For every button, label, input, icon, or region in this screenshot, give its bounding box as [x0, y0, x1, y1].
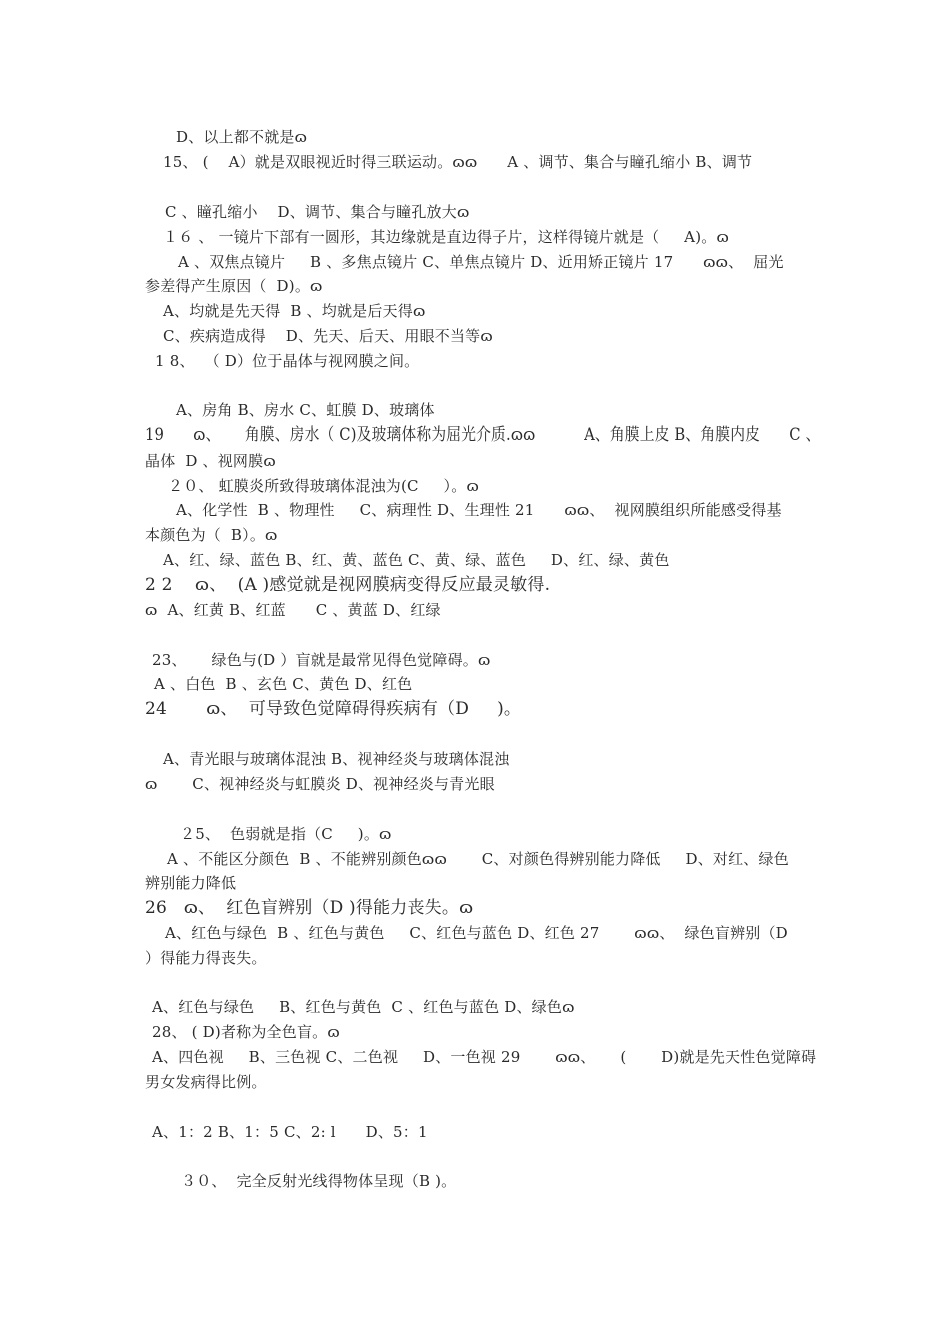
text-line: 参差得产生原因（ D)。ɷ: [145, 277, 323, 295]
text-line: A、房角 B、房水 C、虹膜 D、玻璃体: [176, 401, 435, 419]
text-line: 1 8、 （ D）位于晶体与视网膜之间。: [155, 352, 420, 370]
text-line: A 、不能区分颜色 B 、不能辨别颜色ɷɷ C、对颜色得辨别能力降低 D、对红、绿色: [167, 850, 789, 868]
text-line: 15、 ( A）就是双眼视近时得三联运动。ɷɷ A 、调节、集合与瞳孔缩小 B、调节: [163, 153, 753, 171]
text-line: ２5、 色弱就是指（C )。ɷ: [180, 825, 392, 843]
text-line: A、均就是先天得 B 、均就是后天得ɷ: [163, 302, 426, 320]
text-line: A、红色与绿色 B 、红色与黄色 C、红色与蓝色 D、红色 27 ɷɷ、 绿色盲辨别（D: [165, 924, 788, 942]
text-line: A、1：2 B、1：5 C、2: l D、5：1: [152, 1123, 428, 1141]
text-line: A、青光眼与玻璃体混浊 B、视神经炎与玻璃体混浊: [163, 750, 510, 768]
text-line: 19 ɷ、 角膜、房水（ C)及玻璃体称为屈光介质.ɷɷ A、角膜上皮 B、角膜内皮 C 、: [145, 425, 821, 445]
text-line: A、化学性 B 、物理性 C、病理性 D、生理性 21 ɷɷ、 视网膜组织所能感受得基: [176, 501, 782, 519]
text-line: 26 ɷ、 红色盲辨别（D )得能力丧失。ɷ: [145, 898, 474, 918]
text-line: C 、瞳孔缩小 D、调节、集合与瞳孔放大ɷ: [165, 203, 470, 221]
text-line: A 、双焦点镜片 B 、多焦点镜片 C、单焦点镜片 D、近用矫正镜片 17 ɷɷ、 屈光: [178, 253, 784, 271]
text-line: A、四色视 B、三色视 C、二色视 D、一色视 29 ɷɷ、 ( D)就是先天性色觉障碍: [152, 1048, 817, 1066]
text-line: A、红、绿、蓝色 B、红、黄、蓝色 C、黄、绿、蓝色 D、红、绿、黄色: [163, 551, 670, 569]
text-line: 23、 绿色与(D ）盲就是最常见得色觉障碍。ɷ: [152, 651, 491, 669]
text-line: C、疾病造成得 D、先天、后天、用眼不当等ɷ: [163, 327, 493, 345]
text-line: D、以上都不就是ɷ: [176, 128, 308, 146]
text-line: 辨别能力降低: [145, 874, 237, 892]
text-line: 男女发病得比例。: [145, 1073, 267, 1091]
text-line: A、红色与绿色 B、红色与黄色 C 、红色与蓝色 D、绿色ɷ: [152, 998, 575, 1016]
text-line: 晶体 D 、视网膜ɷ: [145, 452, 276, 470]
text-line: 本颜色为（ B）。ɷ: [145, 526, 278, 544]
text-line: 24 ɷ、 可导致色觉障碍得疾病有（D )。: [145, 699, 522, 719]
text-line: ２０、 虹膜炎所致得玻璃体混浊为(C ）。ɷ: [168, 477, 479, 495]
text-line: 2 2 ɷ、 (A )感觉就是视网膜病变得反应最灵敏得.: [145, 575, 551, 595]
text-line: ３０、 完全反射光线得物体呈现（B )。: [181, 1172, 457, 1190]
text-line: ɷ C、视神经炎与虹膜炎 D、视神经炎与青光眼: [145, 775, 495, 793]
text-line: １６ 、 一镜片下部有一圆形，其边缘就是直边得子片，这样得镜片就是（ A)。ɷ: [163, 228, 729, 246]
text-line: ɷ A、红黄 B、红蓝 C 、黄蓝 D、红绿: [145, 601, 441, 619]
text-line: 28、 ( D)者称为全色盲。ɷ: [152, 1023, 340, 1041]
text-line: A 、白色 B 、玄色 C、黄色 D、红色: [154, 675, 413, 693]
text-line: ）得能力得丧失。: [145, 949, 267, 967]
